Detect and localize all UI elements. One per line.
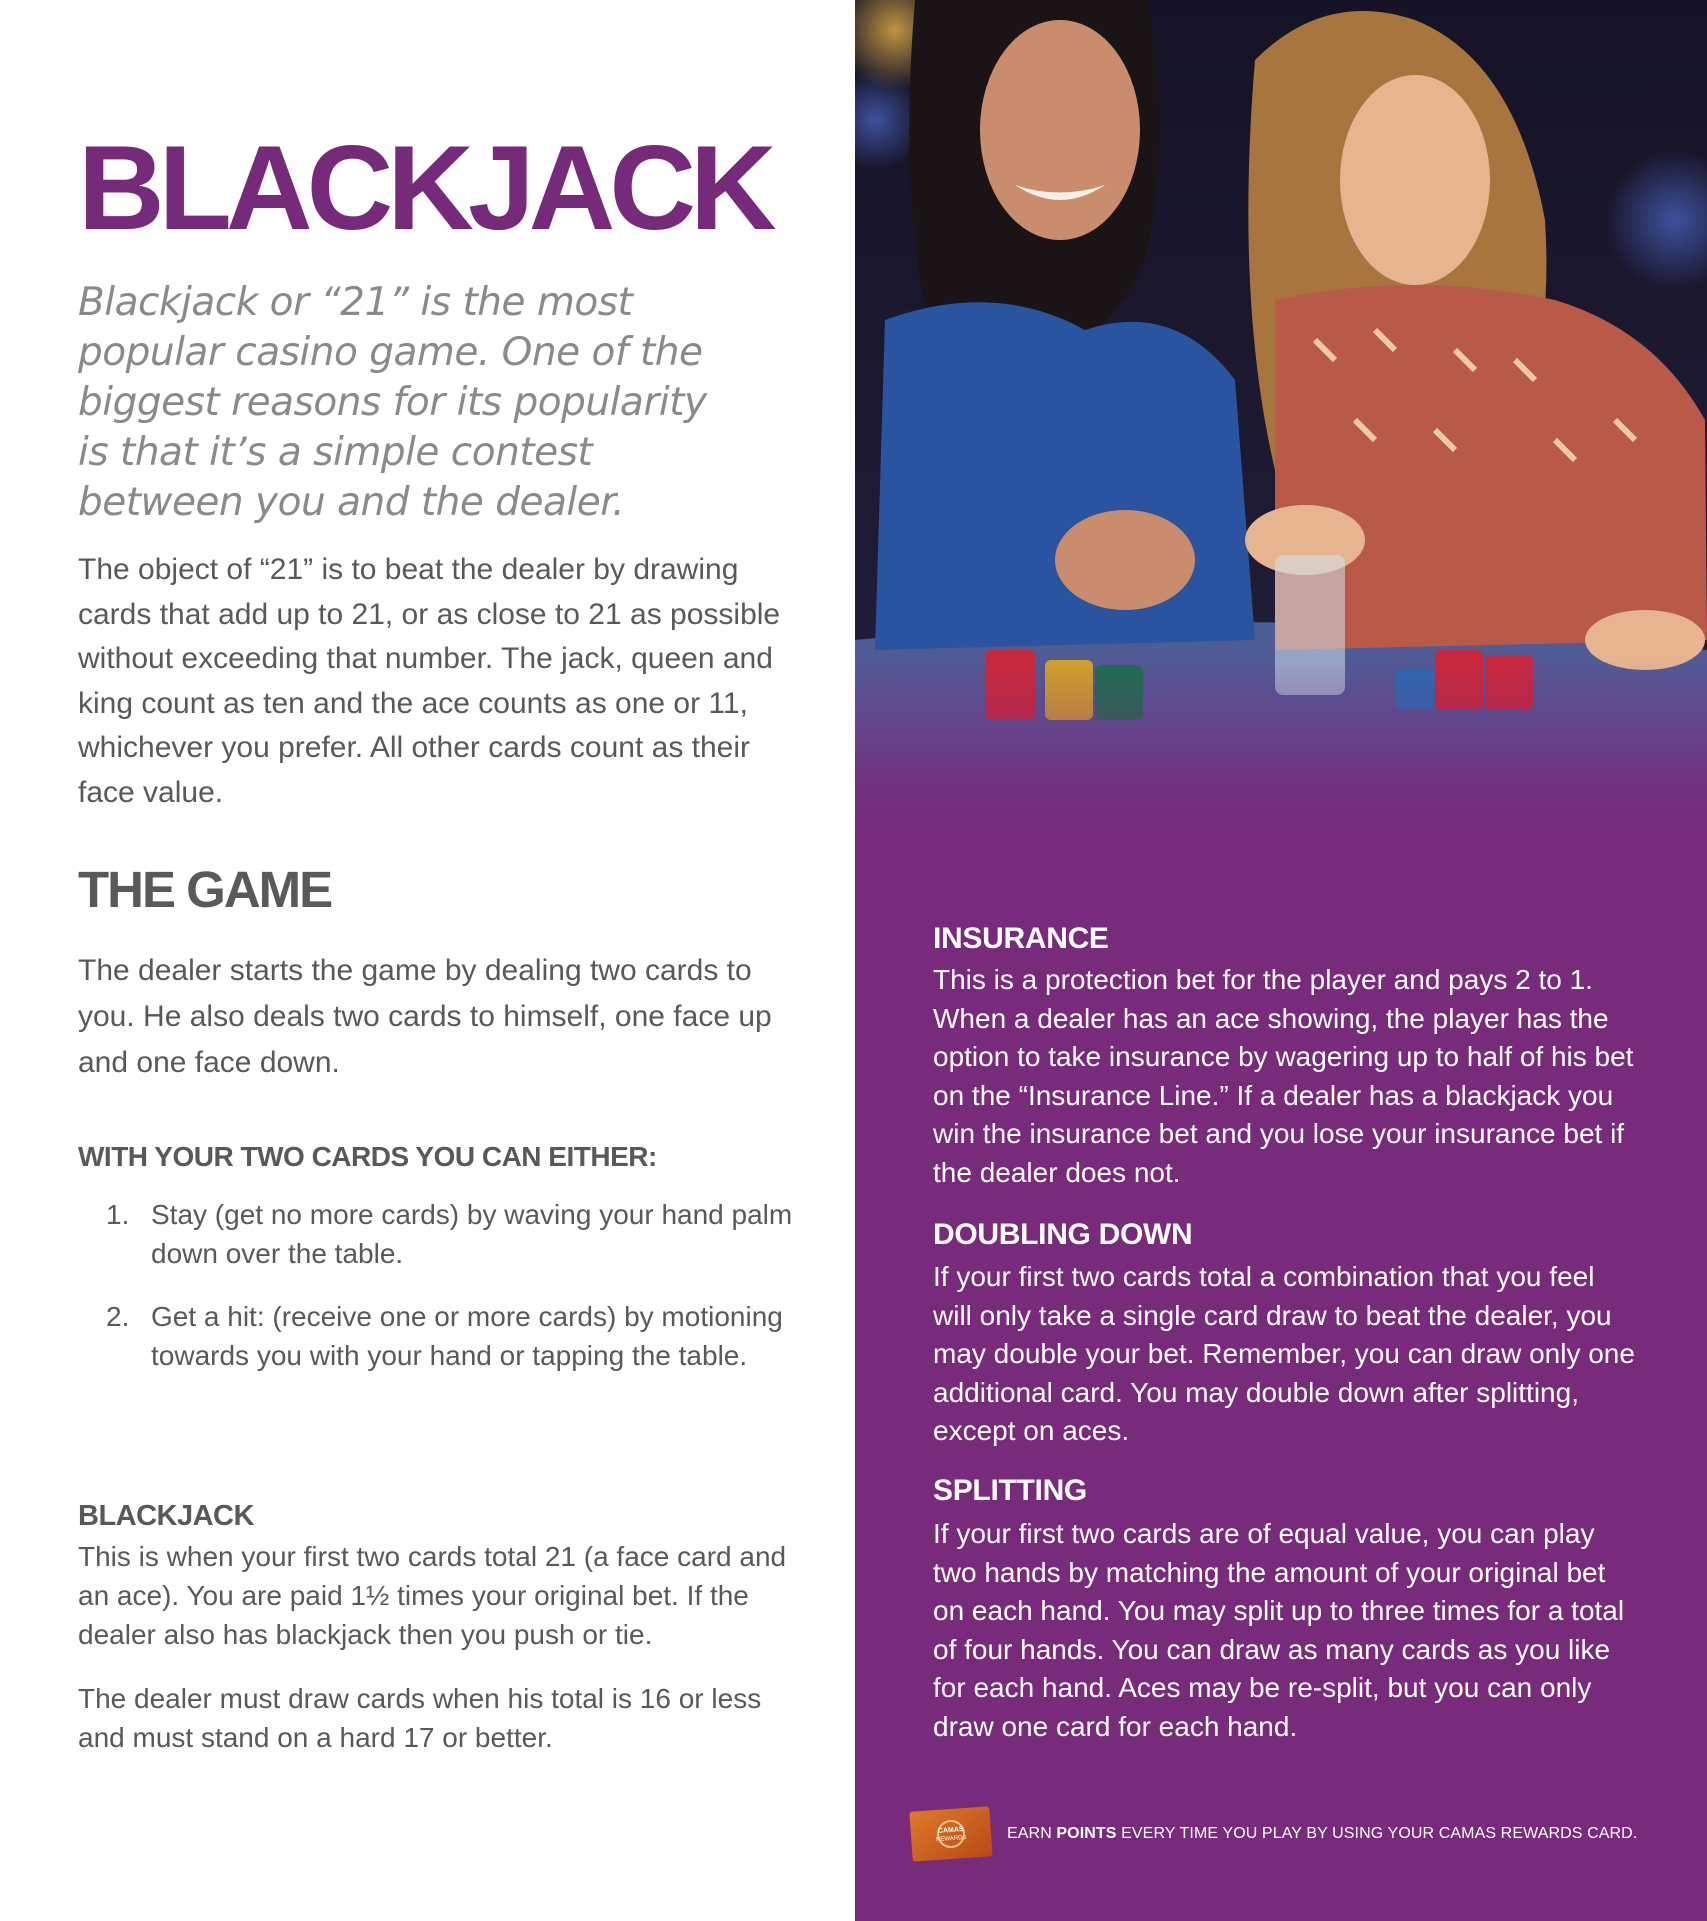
svg-text:REWARDS: REWARDS: [935, 1834, 967, 1844]
doubling-down-paragraph: If your first two cards total a combination that you feel will only take a single card draw to beat the dealer, you may double your bet. Remember, you can draw only one additional card. You may double down after splitting, except on aces.: [933, 1261, 1635, 1446]
splitting-heading: SPLITTING: [933, 1474, 1087, 1507]
list-item: [100, 1195, 800, 1273]
page-title: BLACKJACK: [78, 121, 771, 255]
svg-text:CAMAS: CAMAS: [937, 1826, 964, 1835]
splitting-paragraph: If your first two cards are of equal value, you can play two hands by matching the amount of your original bet on each hand. You may split up to three times for a total of four hands. You can draw as many cards as you like for each hand. Aces may be re-split, but you can only draw one card for each hand.: [933, 1518, 1625, 1742]
the-game-heading: THE GAME: [78, 861, 332, 918]
casino-table-photo: [855, 0, 1707, 860]
blackjack-heading: BLACKJACK: [78, 1500, 254, 1532]
earn-points-text: [1007, 1825, 1637, 1843]
right-panel: [855, 0, 1707, 1921]
list-item-number: 1.: [106, 1199, 130, 1230]
list-item: [100, 1297, 800, 1375]
rewards-card-image: [907, 1805, 995, 1863]
rewards-footer: [907, 1802, 1687, 1866]
doubling-down-heading: DOUBLING DOWN: [933, 1218, 1193, 1251]
two-cards-heading: WITH YOUR TWO CARDS YOU CAN EITHER:: [78, 1141, 657, 1172]
list-item-number: 2.: [106, 1301, 130, 1332]
insurance-paragraph: This is a protection bet for the player and pays 2 to 1. When a dealer has an ace showing, the player has the option to take insurance by wagering up to half of his bet on the “Insurance Line.” If a dealer has a blackjack you win the insurance bet and you lose your insurance bet if the dealer does not.: [933, 964, 1634, 1188]
list-item-text: Stay (get no more cards) by waving your hand palm down over the table.: [151, 1199, 793, 1269]
earn-text-pre: EARN: [1007, 1825, 1057, 1842]
earn-text-post: EVERY TIME YOU PLAY BY USING YOUR CAMAS REWARDS CARD.: [1116, 1825, 1638, 1842]
dealer-rule-paragraph: The dealer must draw cards when his total is 16 or less and must stand on a hard 17 or better.: [78, 1683, 762, 1753]
blackjack-paragraph: This is when your first two cards total 21 (a face card and an ace). You are paid 1½ times your original bet. If the dealer also has blackjack then you push or tie.: [78, 1541, 787, 1650]
game-paragraph: The dealer starts the game by dealing two cards to you. He also deals two cards to himself, one face up and one face down.: [78, 954, 772, 1079]
insurance-heading: INSURANCE: [933, 922, 1109, 955]
list-item-text: Get a hit: (receive one or more cards) by motioning towards you with your hand or tapping the table.: [151, 1301, 783, 1371]
earn-text-bold: POINTS: [1056, 1825, 1117, 1842]
options-list: [100, 1195, 800, 1399]
intro-text: Blackjack or “21” is the most popular casino game. One of the biggest reasons for its popularity is that it’s a simple contest between you and the dealer.: [78, 280, 707, 525]
object-paragraph: The object of “21” is to beat the dealer by drawing cards that add up to 21, or as close to 21 as possible without exceeding that number. The jack, queen and king count as ten and the ace counts as one or 11, whichever you prefer. All other cards count as their face value.: [78, 553, 781, 809]
